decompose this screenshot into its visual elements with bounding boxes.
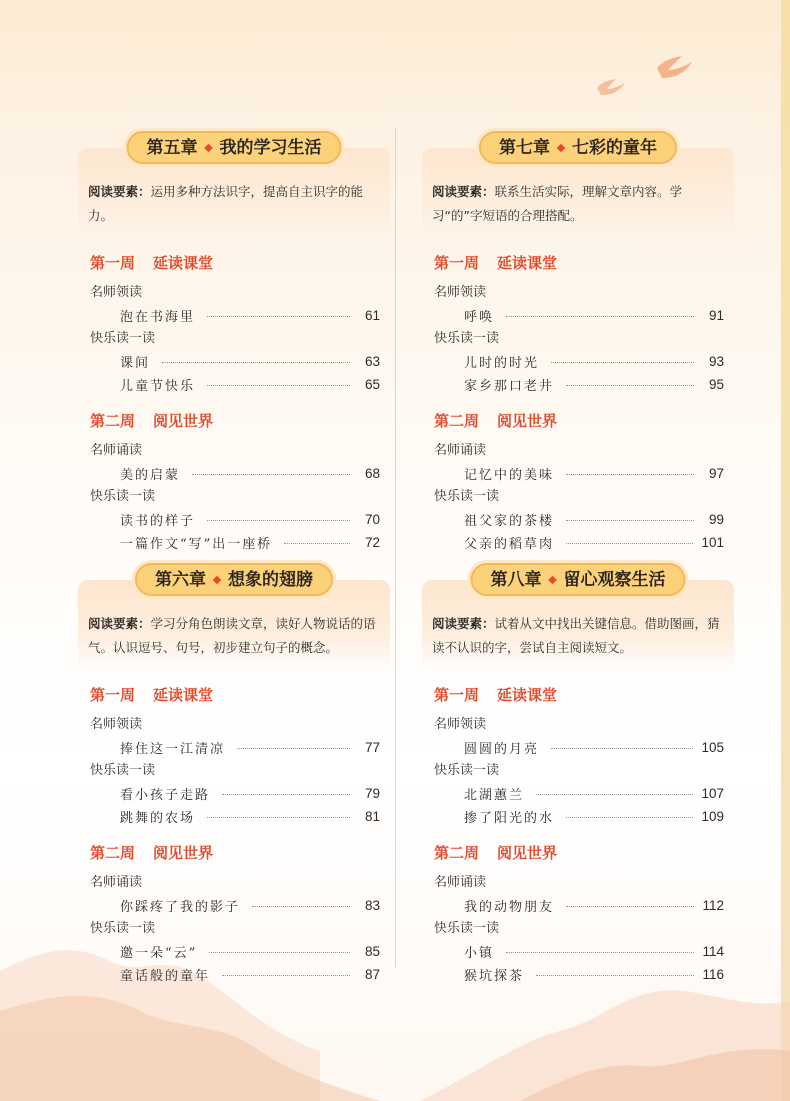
entry-title: 圆圆的月亮 bbox=[464, 742, 540, 757]
entry-title: 猴坑探茶 bbox=[464, 969, 525, 984]
toc-entry[interactable] bbox=[90, 782, 380, 805]
dot-leader bbox=[566, 543, 693, 544]
entry-title: 一篇作文“写”出一座桥 bbox=[120, 537, 273, 552]
dot-leader bbox=[207, 385, 350, 386]
dot-leader bbox=[551, 748, 693, 749]
toc-entry[interactable] bbox=[434, 940, 724, 963]
entry-title: 掺了阳光的水 bbox=[464, 811, 555, 826]
summary-label: 阅读要素： bbox=[88, 616, 151, 631]
summary-text: 联系生活实际，理解文章内容。学习“的”字短语的合理搭配。 bbox=[432, 184, 683, 223]
entry-page-number: 91 bbox=[708, 308, 724, 323]
entry-title: 跳舞的农场 bbox=[120, 811, 196, 826]
reading-category: 快乐读一读 bbox=[90, 763, 156, 778]
chapter-summary-box bbox=[78, 569, 390, 670]
reading-category: 名师领读 bbox=[90, 717, 143, 732]
entry-title: 儿时的时光 bbox=[464, 356, 540, 371]
reading-category: 快乐读一读 bbox=[434, 489, 500, 504]
chapter-title-banner bbox=[479, 131, 677, 164]
entry-page-number: 70 bbox=[364, 512, 380, 527]
dot-leader bbox=[162, 362, 350, 363]
entry-title: 美的启蒙 bbox=[120, 468, 181, 483]
entry-title: 看小孩子走路 bbox=[120, 788, 211, 803]
entry-page-number: 63 bbox=[364, 354, 380, 369]
dot-leader bbox=[566, 474, 694, 475]
toc-entry[interactable] bbox=[90, 531, 380, 554]
chapter-name: 留心观察生活 bbox=[563, 569, 666, 590]
reading-category: 名师诵读 bbox=[90, 443, 143, 458]
entry-page-number: 85 bbox=[364, 944, 380, 959]
toc-entry[interactable] bbox=[434, 304, 724, 327]
birds-decoration bbox=[592, 40, 702, 100]
entry-title: 我的动物朋友 bbox=[464, 900, 555, 915]
reading-category: 名师诵读 bbox=[434, 875, 487, 890]
dot-leader bbox=[566, 520, 694, 521]
entry-page-number: 95 bbox=[708, 377, 724, 392]
entry-page-number: 116 bbox=[702, 967, 724, 982]
week-label: 第一周 bbox=[434, 254, 480, 272]
reading-category: 名师领读 bbox=[434, 717, 487, 732]
reading-category: 快乐读一读 bbox=[434, 331, 500, 346]
toc-entry[interactable] bbox=[90, 373, 380, 396]
entry-title: 父亲的稻草肉 bbox=[464, 537, 555, 552]
entry-page-number: 99 bbox=[708, 512, 724, 527]
chapter-summary-box bbox=[422, 137, 734, 238]
chapter-block bbox=[88, 137, 380, 554]
reading-category: 名师领读 bbox=[90, 285, 143, 300]
summary-text: 运用多种方法识字，提高自主识字的能力。 bbox=[88, 184, 364, 223]
dot-leader bbox=[252, 906, 350, 907]
chapter-name: 我的学习生活 bbox=[219, 137, 322, 158]
week-label: 第二周 bbox=[434, 412, 480, 430]
toc-entry[interactable] bbox=[90, 304, 380, 327]
entry-page-number: 109 bbox=[701, 809, 724, 824]
entry-page-number: 77 bbox=[364, 740, 380, 755]
dot-leader bbox=[536, 975, 694, 976]
dot-leader bbox=[222, 975, 350, 976]
dot-leader bbox=[222, 794, 350, 795]
reading-category: 快乐读一读 bbox=[90, 921, 156, 936]
toc-entry[interactable] bbox=[434, 782, 724, 805]
week-heading bbox=[90, 684, 380, 705]
toc-entry[interactable] bbox=[434, 350, 724, 373]
toc-entry[interactable] bbox=[90, 736, 380, 759]
week-heading bbox=[434, 684, 724, 705]
entry-title: 课间 bbox=[120, 356, 151, 371]
entry-title: 呼唤 bbox=[464, 310, 495, 325]
reading-category: 名师诵读 bbox=[434, 443, 487, 458]
week-heading bbox=[90, 842, 380, 863]
diamond-icon bbox=[213, 575, 221, 583]
dot-leader bbox=[566, 817, 693, 818]
chapter-title-banner bbox=[471, 563, 686, 596]
chapter-title-banner bbox=[127, 131, 342, 164]
chapter-block bbox=[432, 569, 724, 986]
entry-title: 家乡那口老井 bbox=[464, 379, 555, 394]
week-label: 第二周 bbox=[90, 412, 136, 430]
entry-title: 捧住这一江清凉 bbox=[120, 742, 226, 757]
dot-leader bbox=[506, 316, 694, 317]
chapter-number: 第七章 bbox=[499, 137, 550, 158]
entry-page-number: 114 bbox=[702, 944, 724, 959]
chapter-number: 第六章 bbox=[155, 569, 206, 590]
entry-title: 童话般的童年 bbox=[120, 969, 211, 984]
week-heading bbox=[434, 252, 724, 273]
week-heading bbox=[434, 410, 724, 431]
dot-leader bbox=[566, 906, 694, 907]
toc-entry[interactable] bbox=[434, 508, 724, 531]
week-label: 第二周 bbox=[90, 844, 136, 862]
toc-entry[interactable] bbox=[90, 805, 380, 828]
entry-title: 记忆中的美味 bbox=[464, 468, 555, 483]
week-name: 延读课堂 bbox=[497, 254, 558, 272]
entry-title: 你踩疼了我的影子 bbox=[120, 900, 241, 915]
toc-entry[interactable] bbox=[90, 508, 380, 531]
dot-leader bbox=[551, 362, 694, 363]
dot-leader bbox=[566, 385, 694, 386]
entry-title: 邀一朵“云” bbox=[120, 946, 198, 961]
chapter-summary-box bbox=[422, 569, 734, 670]
reading-category: 快乐读一读 bbox=[434, 763, 500, 778]
week-heading bbox=[90, 252, 380, 273]
week-name: 阅见世界 bbox=[153, 412, 214, 430]
chapter-summary-box bbox=[78, 137, 390, 238]
reading-category: 快乐读一读 bbox=[90, 331, 156, 346]
entry-page-number: 72 bbox=[364, 535, 380, 550]
entry-title: 北湖蕙兰 bbox=[464, 788, 525, 803]
week-name: 阅见世界 bbox=[497, 844, 558, 862]
week-name: 延读课堂 bbox=[153, 254, 214, 272]
diamond-icon bbox=[557, 143, 565, 151]
entry-page-number: 79 bbox=[364, 786, 380, 801]
chapter-name: 七彩的童年 bbox=[572, 137, 657, 158]
week-label: 第一周 bbox=[90, 686, 136, 704]
toc-entry[interactable] bbox=[90, 940, 380, 963]
diamond-icon bbox=[204, 143, 212, 151]
toc-entry[interactable] bbox=[434, 894, 724, 917]
week-label: 第一周 bbox=[434, 686, 480, 704]
toc-entry[interactable] bbox=[434, 805, 724, 828]
chapter-name: 想象的翅膀 bbox=[228, 569, 313, 590]
dot-leader bbox=[237, 748, 350, 749]
entry-page-number: 68 bbox=[364, 466, 380, 481]
dot-leader bbox=[506, 952, 694, 953]
entry-title: 读书的样子 bbox=[120, 514, 196, 529]
toc-entry[interactable] bbox=[90, 963, 380, 986]
reading-category: 快乐读一读 bbox=[434, 921, 500, 936]
entry-page-number: 112 bbox=[702, 898, 724, 913]
dot-leader bbox=[207, 316, 350, 317]
summary-label: 阅读要素： bbox=[88, 184, 151, 199]
entry-page-number: 93 bbox=[708, 354, 724, 369]
entry-title: 泡在书海里 bbox=[120, 310, 196, 325]
summary-text: 试着从文中找出关键信息。借助图画，猜读不认识的字，尝试自主阅读短文。 bbox=[432, 616, 720, 655]
week-label: 第一周 bbox=[90, 254, 136, 272]
reading-category: 名师领读 bbox=[434, 285, 487, 300]
entry-page-number: 65 bbox=[364, 377, 380, 392]
dot-leader bbox=[192, 474, 350, 475]
week-name: 阅见世界 bbox=[497, 412, 558, 430]
entry-page-number: 107 bbox=[701, 786, 724, 801]
reading-category: 名师诵读 bbox=[90, 875, 143, 890]
summary-text: 学习分角色朗读文章，读好人物说话的语气。认识逗号、句号，初步建立句子的概念。 bbox=[88, 616, 376, 655]
toc-entry[interactable] bbox=[434, 373, 724, 396]
toc-entry[interactable] bbox=[90, 462, 380, 485]
toc-entry[interactable] bbox=[90, 894, 380, 917]
reading-category: 快乐读一读 bbox=[90, 489, 156, 504]
chapter-number: 第五章 bbox=[146, 137, 198, 158]
summary-label: 阅读要素： bbox=[432, 616, 495, 631]
week-name: 延读课堂 bbox=[497, 686, 558, 704]
entry-page-number: 61 bbox=[364, 308, 380, 323]
dot-leader bbox=[209, 952, 350, 953]
entry-page-number: 83 bbox=[364, 898, 380, 913]
dot-leader bbox=[207, 817, 350, 818]
dot-leader bbox=[536, 794, 693, 795]
toc-entry[interactable] bbox=[434, 531, 724, 554]
chapter-number: 第八章 bbox=[490, 569, 542, 590]
entry-page-number: 101 bbox=[701, 535, 724, 550]
entry-page-number: 81 bbox=[364, 809, 380, 824]
chapter-block bbox=[88, 569, 380, 986]
toc-entry[interactable] bbox=[434, 462, 724, 485]
entry-page-number: 97 bbox=[708, 466, 724, 481]
dot-leader bbox=[284, 543, 350, 544]
chapter-title-banner bbox=[135, 563, 333, 596]
column-divider bbox=[395, 127, 396, 967]
week-name: 阅见世界 bbox=[153, 844, 214, 862]
toc-entry[interactable] bbox=[90, 350, 380, 373]
summary-label: 阅读要素： bbox=[432, 184, 495, 199]
week-heading bbox=[90, 410, 380, 431]
entry-title: 小镇 bbox=[464, 946, 495, 961]
toc-entry[interactable] bbox=[434, 736, 724, 759]
entry-title: 儿童节快乐 bbox=[120, 379, 196, 394]
week-name: 延读课堂 bbox=[153, 686, 214, 704]
diamond-icon bbox=[548, 575, 556, 583]
entry-page-number: 87 bbox=[364, 967, 380, 982]
chapter-block bbox=[432, 137, 724, 554]
week-heading bbox=[434, 842, 724, 863]
entry-page-number: 105 bbox=[701, 740, 724, 755]
entry-title: 祖父家的茶楼 bbox=[464, 514, 555, 529]
week-label: 第二周 bbox=[434, 844, 480, 862]
toc-entry[interactable] bbox=[434, 963, 724, 986]
dot-leader bbox=[207, 520, 350, 521]
